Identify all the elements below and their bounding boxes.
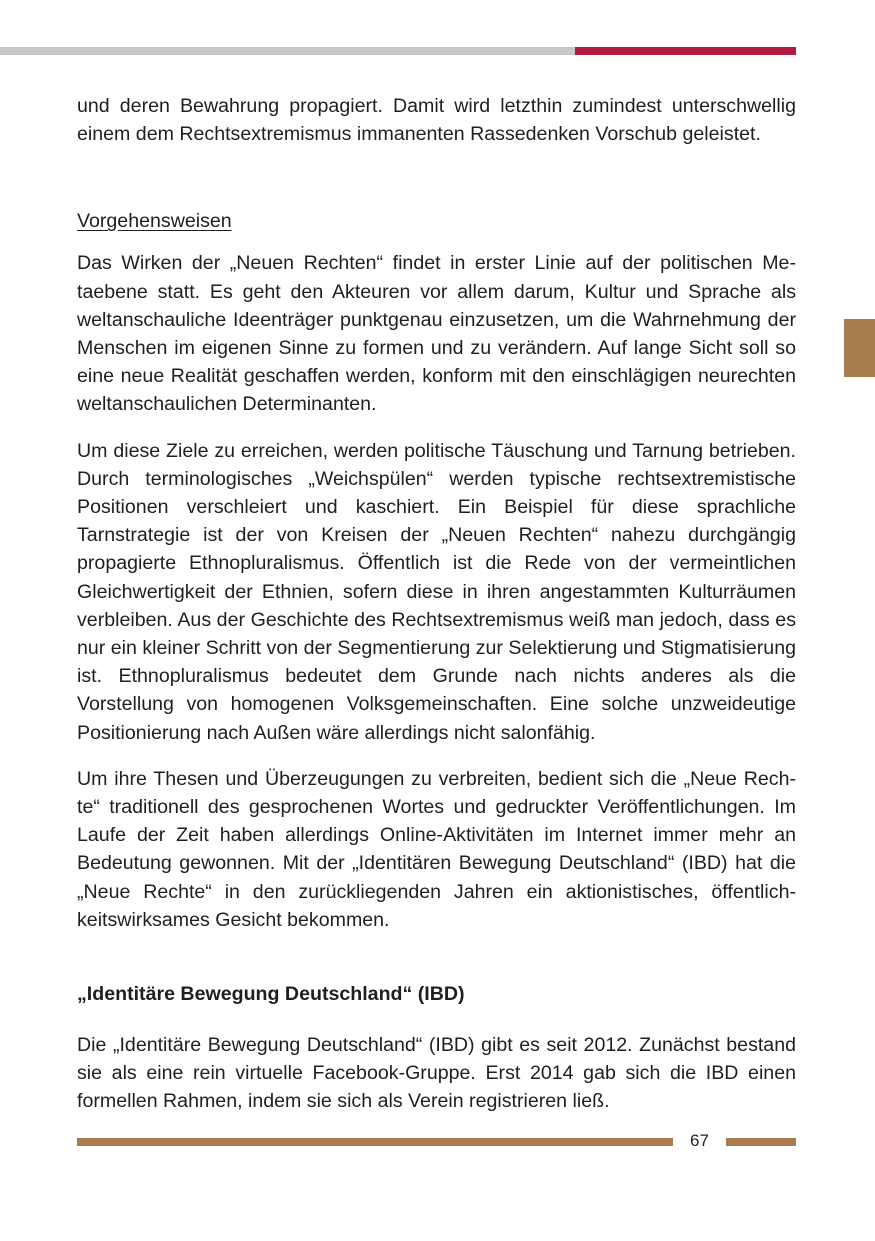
paragraph-ibd: Die „Identitäre Bewegung Deutschland“ (IBD) gibt es seit 2012. Zunächst bestand sie als eine rein virtuelle Facebook-Gruppe. Erst 2014 gab sich die IBD einen formellen Rahmen, indem sie sich als Verein registrieren ließ.	[77, 1034, 796, 1113]
section-heading-vorgehensweisen: Vorgehensweisen	[77, 210, 232, 233]
footer-rule-left	[77, 1138, 673, 1146]
paragraph-thesen: Um ihre Thesen und Überzeugungen zu verbreiten, bedient sich die „Neue Rechte“ traditionell des gesprochenen Wortes und gedruckter Veröffentlichungen. Im Laufe der Zeit haben allerdings Online-Aktivitäten im Internet immer mehr an Bedeutung gewonnen. Mit der „Identitären Bewegung Deutschland“ (IBD) hat die „Neue Rechte“ in den zurückliegenden Jahren ein aktionistisches, öffentlichkeitswirksames Gesicht bekommen.	[77, 767, 796, 931]
top-rule-gray	[0, 47, 575, 55]
paragraph-wirken: Das Wirken der „Neuen Rechten“ findet in erster Linie auf der politischen Metaebene statt. Es geht den Akteuren vor allem darum, Kultur und Sprache als weltanschauliche Ideenträger punktgenau einzusetzen, um die Wahrnehmung der Menschen im eigenen Sinne zu formen und zu verändern. Auf lange Sicht soll so eine neue Realität geschaffen werden, konform mit den einschlägigen neurechten weltanschaulichen Determinanten.	[77, 252, 796, 416]
top-rule-red	[575, 47, 796, 55]
page-body	[77, 92, 796, 1116]
paragraph-intro: und deren Bewahrung propagiert. Damit wird letzthin zumindest unterschwellig einem dem Rechtsextremismus immanenten Rassedenken Vorschub geleistet.	[77, 95, 796, 146]
paragraph-ziele: Um diese Ziele zu erreichen, werden politische Täuschung und Tarnung betrieben. Durch terminologisches „Weichspülen“ werden typische rechtsextremistische Positionen verschleiert und kaschiert. Ein Beispiel für diese sprachliche Tarnstrategie ist der von Kreisen der „Neuen Rechten“ nahezu durchgängig propagierte Ethnopluralismus. Öffentlich ist die Rede von der vermeintlichen Gleichwertigkeit der Ethnien, sofern diese in ihren angestammten Kulturräumen verbleiben. Aus der Geschichte des Rechtsextremismus weiß man jedoch, dass es nur ein kleiner Schritt von der Segmentierung zur Selektierung und Stigmatisierung ist. Ethnopluralismus bedeutet dem Grunde nach nichts anderes als die Vorstellung von homogenen Volksgemeinschaften. Eine solche unzweideutige Positionierung nach Außen wäre allerdings nicht salonfähig.	[77, 439, 796, 744]
section-heading-ibd: „Identitäre Bewegung Deutschland“ (IBD)	[77, 983, 465, 1006]
chapter-tab-marker	[844, 319, 875, 377]
page-number: 67	[690, 1131, 709, 1150]
footer-rule-right	[726, 1138, 796, 1146]
